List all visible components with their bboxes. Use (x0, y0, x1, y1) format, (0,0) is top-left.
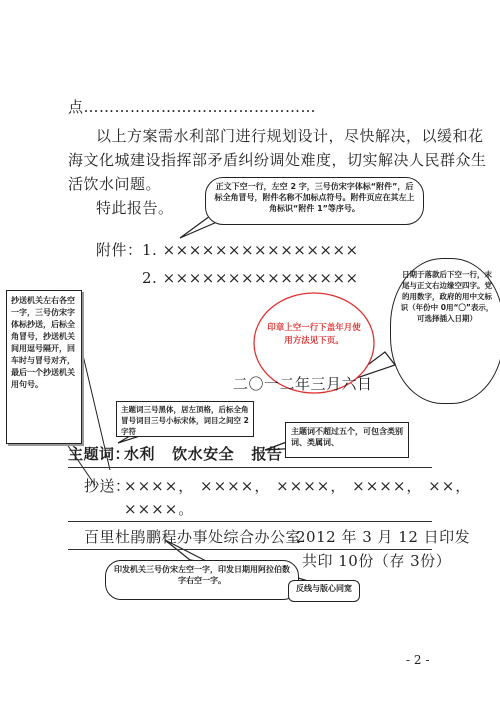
page-number: - 2 - (406, 653, 430, 667)
subject-format-note: 主题词三号黑体，居左顶格，后标全角冒号词目三号小标宋体，词目之间空 2 字符 (116, 401, 254, 437)
body-paragraph-line-1: 以上方案需水利部门进行规划设计，尽快解决，以缓和花 (96, 127, 484, 145)
document-date: 二〇一二年三月六日 (233, 375, 373, 393)
issue-date: 2012 年 3 月 12 日印发 (296, 528, 471, 546)
body-paragraph-line-2: 海文化城建设指挥部矛盾纠纷调处难度，切实解决人民群众生 (68, 151, 487, 169)
cc-label: 抄送： (84, 477, 131, 495)
subject-limit-note: 主题词不超过五个，可包含类别词、类属词、 (285, 422, 409, 458)
attachment-item-1: 1. ××××××××××××××× (142, 241, 359, 259)
cc-rule (68, 521, 432, 522)
issuer-format-note: 印发机关三号仿宋左空一字，印发日期用阿拉伯数字右空一字。 (105, 560, 299, 600)
attachment-label: 附件： (96, 241, 143, 259)
issuing-office: 百里杜鹃鹏程办事处综合办公室 (84, 528, 302, 546)
copies-count: 共印 10份（存 3份） (302, 552, 452, 570)
seal-note: 印章上空一行下盖年月使用方法见下页。 (267, 323, 361, 346)
date-format-note: 日期于落款后下空一行，末尾与正文右边缘空四字。党的用数字，政府的用中文标识（年份中 0用“〇”表示，可选择插入日期） (390, 258, 500, 404)
body-paragraph-line-3: 活饮水问题。 (68, 175, 162, 193)
cc-line-1: ××××， ××××， ××××， ××××， ××， (124, 477, 472, 495)
closing-text: 特此报告。 (96, 199, 174, 217)
attachment-item-2: 2. ××××××××××××××× (142, 269, 359, 287)
subject-rule (68, 467, 432, 468)
attachment-format-note: 正文下空一行，左空 2 字，三号仿宋字体标“附件”，后标全角冒号，附件名称不加标点符号。附件页应在其左上角标识“附件 1”等序号。 (205, 177, 424, 225)
continuation-line: 点……………………………………… (68, 98, 317, 116)
subject-label: 主题词： (68, 445, 131, 463)
line-width-note: 反线与版心同宽 (288, 580, 360, 602)
subject-words: 水利 饮水安全 报告 (124, 445, 283, 463)
cc-line-2: ××××。 (124, 500, 195, 518)
cc-format-note: 抄送机关左右各空一字，三号仿宋字体标抄送，后标全角冒号，抄送机关间用逗号隔开，回车时与冒号对齐，最后一个抄送机关用句号。 (6, 290, 82, 444)
